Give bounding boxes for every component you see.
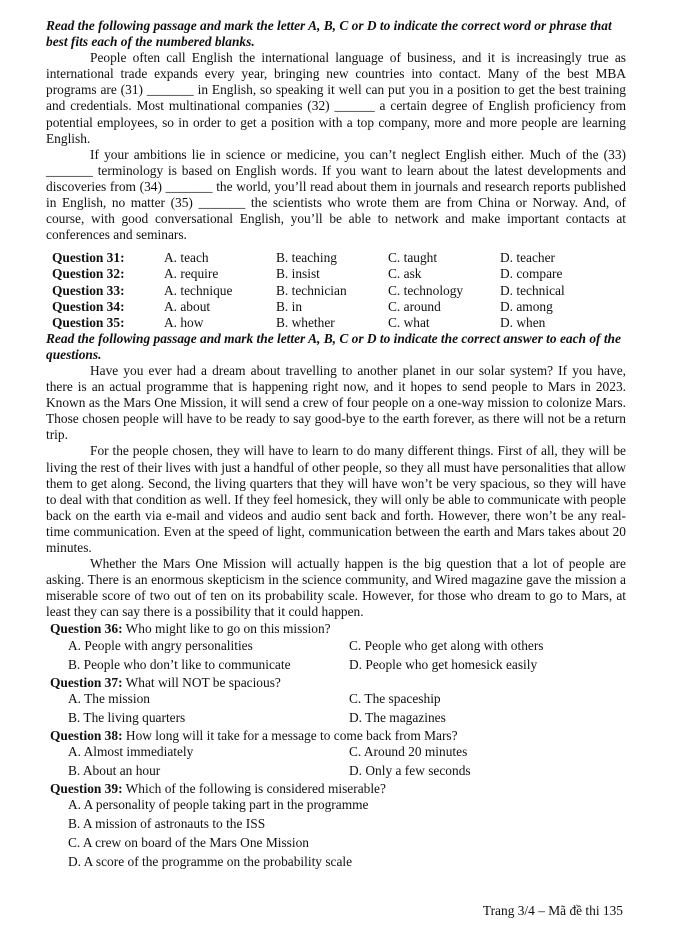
option-a: A. Almost immediately — [68, 743, 194, 759]
option-a: A. A personality of people taking part in the programme — [68, 796, 369, 812]
option-a: A. technique — [164, 282, 233, 298]
option-c: C. Around 20 minutes — [349, 743, 468, 759]
option-a: A. The mission — [68, 690, 150, 706]
option-c: C. A crew on board of the Mars One Mission — [68, 834, 309, 850]
options — [68, 797, 626, 871]
option-b: B. whether — [276, 314, 335, 330]
section2-paragraph-2: For the people chosen, they will have to learn to do many different things. First of all, they will be living the rest of their lives with just a handful of other people, so they all must have personalities that allow them to get along. Second, the living quarters that they will have won’t be very spacious, so they will have to deal with that condition as well. If they feel homesick, they will only be able to communicate with people back on the earth via e-mail and videos and audio sent back and forth. However, there won’t be any real-time communication. Even at the speed of light, communication between the earth and Mars takes about 20 minutes. — [46, 443, 626, 555]
question-row-35 — [52, 315, 612, 331]
question-text: What will NOT be spacious? — [122, 674, 281, 690]
question-label: Question 36: — [50, 621, 123, 637]
question-text: Which of the following is considered miserable? — [122, 780, 386, 796]
option-a: A. require — [164, 266, 219, 282]
option-d: D. A score of the programme on the probability scale — [68, 853, 353, 869]
question-39 — [46, 781, 626, 871]
question-label: Question 31: — [52, 250, 125, 266]
question-row-31 — [52, 250, 612, 266]
question-label: Question 38: — [50, 727, 123, 743]
question-label: Question 37: — [50, 674, 123, 690]
question-label: Question 33: — [52, 282, 125, 298]
option-c: C. around — [388, 298, 441, 314]
question-row-33 — [52, 283, 612, 299]
question-text: Who might like to go on this mission? — [122, 621, 331, 637]
exam-page — [46, 18, 626, 871]
cloze-questions-table — [52, 250, 612, 330]
option-b: B. teaching — [276, 250, 337, 266]
option-d: D. teacher — [500, 250, 556, 266]
question-row-34 — [52, 299, 612, 315]
option-d: D. when — [500, 314, 546, 330]
option-c: C. what — [388, 314, 430, 330]
option-b: B. technician — [276, 282, 347, 298]
question-36 — [46, 621, 626, 673]
question-label: Question 32: — [52, 266, 125, 282]
options — [68, 638, 626, 674]
option-b: B. People who don’t like to communicate — [68, 656, 291, 672]
section2-paragraph-3: Whether the Mars One Mission will actually happen is the big question that a lot of people are asking. There is an enormous skepticism in the science community, and Wired magazine gave the mission a miserable score of two out of ten on its probability scale. However, for those who dream to go to Mars, at least they can say there is a possibility that it could happen. — [46, 556, 626, 620]
question-label: Question 34: — [52, 298, 125, 314]
section1-paragraph-1: People often call English the international language of business, and it is increasingly true as international trade expands every year, bringing new countries into contact. Many of the best MBA programs are (31) _______ in English, so speaking it well can put you in a position to get the best training and credentials. Most multinational companies (32) ______ a certain degree of English proficiency from potential employees, so in order to get a position with a top company, more and more people are learning English. — [46, 50, 626, 146]
options — [68, 744, 626, 780]
option-a: A. how — [164, 314, 204, 330]
section2-paragraph-1: Have you ever had a dream about travelling to another planet in our solar system? If you have, there is an actual programme that is happening right now, and it hopes to send people to Mars in 2023. Known as the Mars One Mission, it will send a crew of four people on a one-way mission to colonize Mars. Those chosen people will have to be ready to say good-bye to the earth forever, as there will not be a return trip. — [46, 362, 626, 443]
option-c: C. People who get along with others — [349, 637, 544, 653]
option-b: B. insist — [276, 266, 320, 282]
option-c: C. The spaceship — [349, 690, 441, 706]
option-d: D. People who get homesick easily — [349, 656, 538, 672]
section2-instruction: Read the following passage and mark the letter A, B, C or D to indicate the correct answer to each of the questions. — [46, 330, 621, 362]
option-d: D. compare — [500, 266, 563, 282]
question-38 — [46, 728, 626, 780]
question-label: Question 39: — [50, 780, 123, 796]
question-37 — [46, 675, 626, 727]
option-c: C. taught — [388, 250, 438, 266]
option-c: C. technology — [388, 282, 464, 298]
option-a: A. about — [164, 298, 211, 314]
option-b: B. in — [276, 298, 303, 314]
question-text: How long will it take for a message to come back from Mars? — [122, 727, 458, 743]
option-a: A. teach — [164, 250, 209, 266]
option-d: D. Only a few seconds — [349, 762, 471, 778]
option-c: C. ask — [388, 266, 422, 282]
question-row-32 — [52, 266, 612, 282]
question-label: Question 35: — [52, 314, 125, 330]
option-d: D. among — [500, 298, 553, 314]
option-b: B. The living quarters — [68, 709, 186, 725]
option-b: B. A mission of astronauts to the ISS — [68, 815, 266, 831]
page-footer: Trang 3/4 – Mã đề thi 135 — [482, 903, 623, 918]
section1-instruction: Read the following passage and mark the letter A, B, C or D to indicate the correct word or phrase that best fits each of the numbered blanks. — [46, 18, 612, 50]
options — [68, 691, 626, 727]
option-b: B. About an hour — [68, 762, 161, 778]
section1-paragraph-2: If your ambitions lie in science or medicine, you can’t neglect English either. Much of the (33) _______ terminology is based on English words. If you want to learn about the latest developments and discoveries from (34) _______ the world, you’ll read about them in journals and research reports published in English, no matter (35) _______ the scientists who wrote them are from China or Norway. And, of course, with good conversational English, you’ll be able to network and make important contacts at conferences and seminars. — [46, 146, 626, 243]
option-d: D. technical — [500, 282, 565, 298]
option-d: D. The magazines — [349, 709, 446, 725]
option-a: A. People with angry personalities — [68, 637, 253, 653]
